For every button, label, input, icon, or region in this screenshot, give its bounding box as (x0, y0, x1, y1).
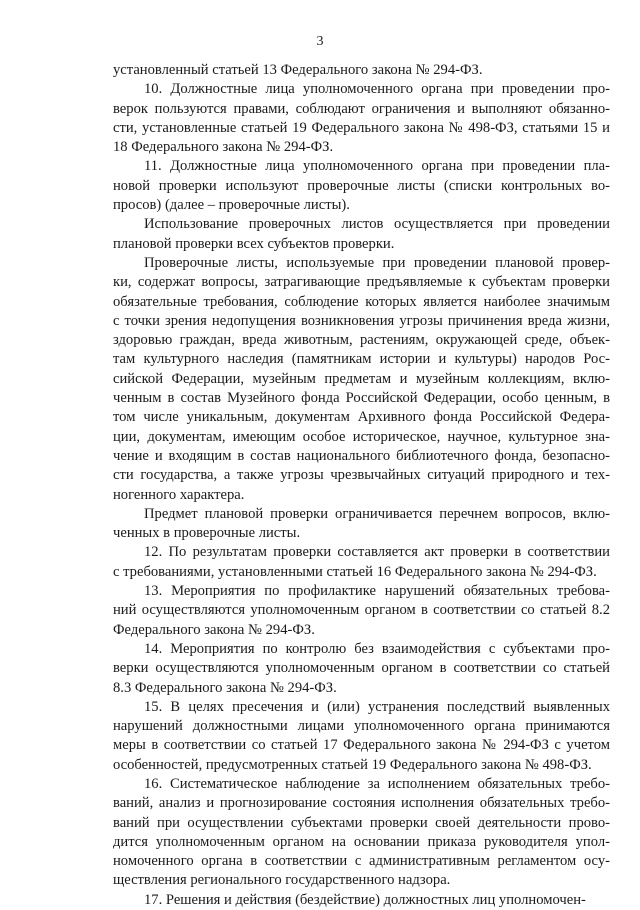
paragraph-5-line-8: ченным в состав Музейного фонда Российской Федерации, особо ценным, в (113, 390, 610, 407)
paragraph-5-line-3: обязательные требования, соблюдение которых является наиболее значимым (113, 293, 610, 310)
paragraph-11-line-3: ваний при осуществлении субъектами проверки своей деятельности прово- (113, 814, 610, 831)
paragraph-5-line-9: том числе уникальным, документам Архивного фонда Российской Федера- (113, 409, 610, 426)
paragraph-2-line-4: 18 Федерального закона № 294-ФЗ. (113, 139, 334, 156)
paragraph-2-line-1: 10. Должностные лица уполномоченного органа при проведении про- (144, 81, 610, 98)
paragraph-7-line-2: с требованиями, установленными статьей 16 Федерального закона № 294-ФЗ. (113, 563, 597, 580)
paragraph-9-line-3: 8.3 Федерального закона № 294-ФЗ. (113, 679, 337, 696)
paragraph-10-line-4: особенностей, предусмотренных статьей 19 Федерального закона № 498-ФЗ. (113, 756, 592, 773)
paragraph-8-line-3: Федерального закона № 294-ФЗ. (113, 621, 315, 638)
paragraph-5-line-7: сийской Федерации, музейным предметам и музейным коллекциям, вклю- (113, 370, 610, 387)
paragraph-11-line-2: ваний, анализ и прогнозирование состояния исполнения обязательных требо- (113, 795, 610, 812)
paragraph-5-line-2: ки, содержат вопросы, затрагивающие предъявляемые к субъектам проверки (113, 274, 610, 291)
paragraph-4-line-1: Использование проверочных листов осуществляется при проведении (144, 216, 610, 233)
paragraph-3-line-2: новой проверки используют проверочные листы (списки контрольных во- (113, 177, 610, 194)
paragraph-11-line-4: дится уполномоченным органом на основании приказа руководителя упол- (113, 833, 610, 850)
paragraph-6-line-1: Предмет плановой проверки ограничивается перечнем вопросов, вклю- (144, 505, 610, 522)
paragraph-9-line-2: верки осуществляются уполномоченным органом в соответствии со статьей (113, 660, 610, 677)
paragraph-5-line-1: Проверочные листы, используемые при проведении плановой провер- (144, 254, 610, 271)
paragraph-5-line-6: там культурного наследия (памятникам истории и культуры) народов Рос- (113, 351, 610, 368)
paragraph-6-line-2: ченных в проверочные листы. (113, 525, 301, 542)
paragraph-5-line-13: ногенного характера. (113, 486, 245, 503)
paragraph-10-line-3: меры в соответствии со статьей 17 Федерального закона № 294-ФЗ с учетом (113, 737, 610, 754)
paragraph-9-line-1: 14. Мероприятия по контролю без взаимодействия с субъектами про- (144, 640, 610, 657)
paragraph-5-line-4: с точки зрения недопущения возникновения угрозы причинения вреда жизни, (113, 312, 610, 329)
paragraph-2-line-2: верок пользуются правами, соблюдают ограничения и выполняют обязанно- (113, 100, 610, 117)
paragraph-12-line-1: 17. Решения и действия (бездействие) должностных лиц уполномочен- (144, 891, 586, 908)
paragraph-10-line-2: нарушений должностными лицами уполномоченного органа принимаются (113, 718, 610, 735)
paragraph-8-line-2: ний осуществляются уполномоченным органом в соответствии со статьей 8.2 (113, 602, 610, 619)
page-number: 3 (316, 34, 324, 49)
paragraph-1-line-1: установленный статьей 13 Федерального закона № 294-ФЗ. (113, 62, 483, 78)
paragraph-5-line-12: сти государства, а также угрозы чрезвычайных ситуаций природного и тех- (113, 467, 610, 484)
paragraph-7-line-1: 12. По результатам проверки составляется акт проверки в соответствии (144, 544, 610, 561)
document-body (113, 61, 610, 910)
paragraph-5-line-11: чение и входящим в состав национального библиотечного фонда, безопасно- (113, 447, 610, 464)
paragraph-10-line-1: 15. В целях пресечения и (или) устранения последствий выявленных (144, 698, 610, 715)
paragraph-3-line-3: просов) (далее – проверочные листы). (113, 197, 350, 214)
paragraph-3-line-1: 11. Должностные лица уполномоченного органа при проведении пла- (144, 158, 610, 175)
paragraph-11-line-1: 16. Систематическое наблюдение за исполнением обязательных требо- (144, 775, 610, 792)
paragraph-5-line-5: здоровью граждан, вреда животным, растениям, окружающей среде, объек- (113, 332, 610, 349)
paragraph-4-line-2: плановой проверки всех субъектов проверки. (113, 235, 395, 252)
paragraph-2-line-3: сти, установленные статьей 19 Федерального закона № 498-ФЗ, статьями 15 и (113, 119, 610, 136)
paragraph-11-line-6: ществления регионального государственного надзора. (113, 872, 451, 889)
paragraph-11-line-5: номоченного органа в соответствии с административным регламентом осу- (113, 853, 610, 870)
paragraph-8-line-1: 13. Мероприятия по профилактике нарушений обязательных требова- (144, 583, 610, 600)
paragraph-5-line-10: ции, документам, имеющим особое историческое, научное, культурное зна- (113, 428, 610, 445)
